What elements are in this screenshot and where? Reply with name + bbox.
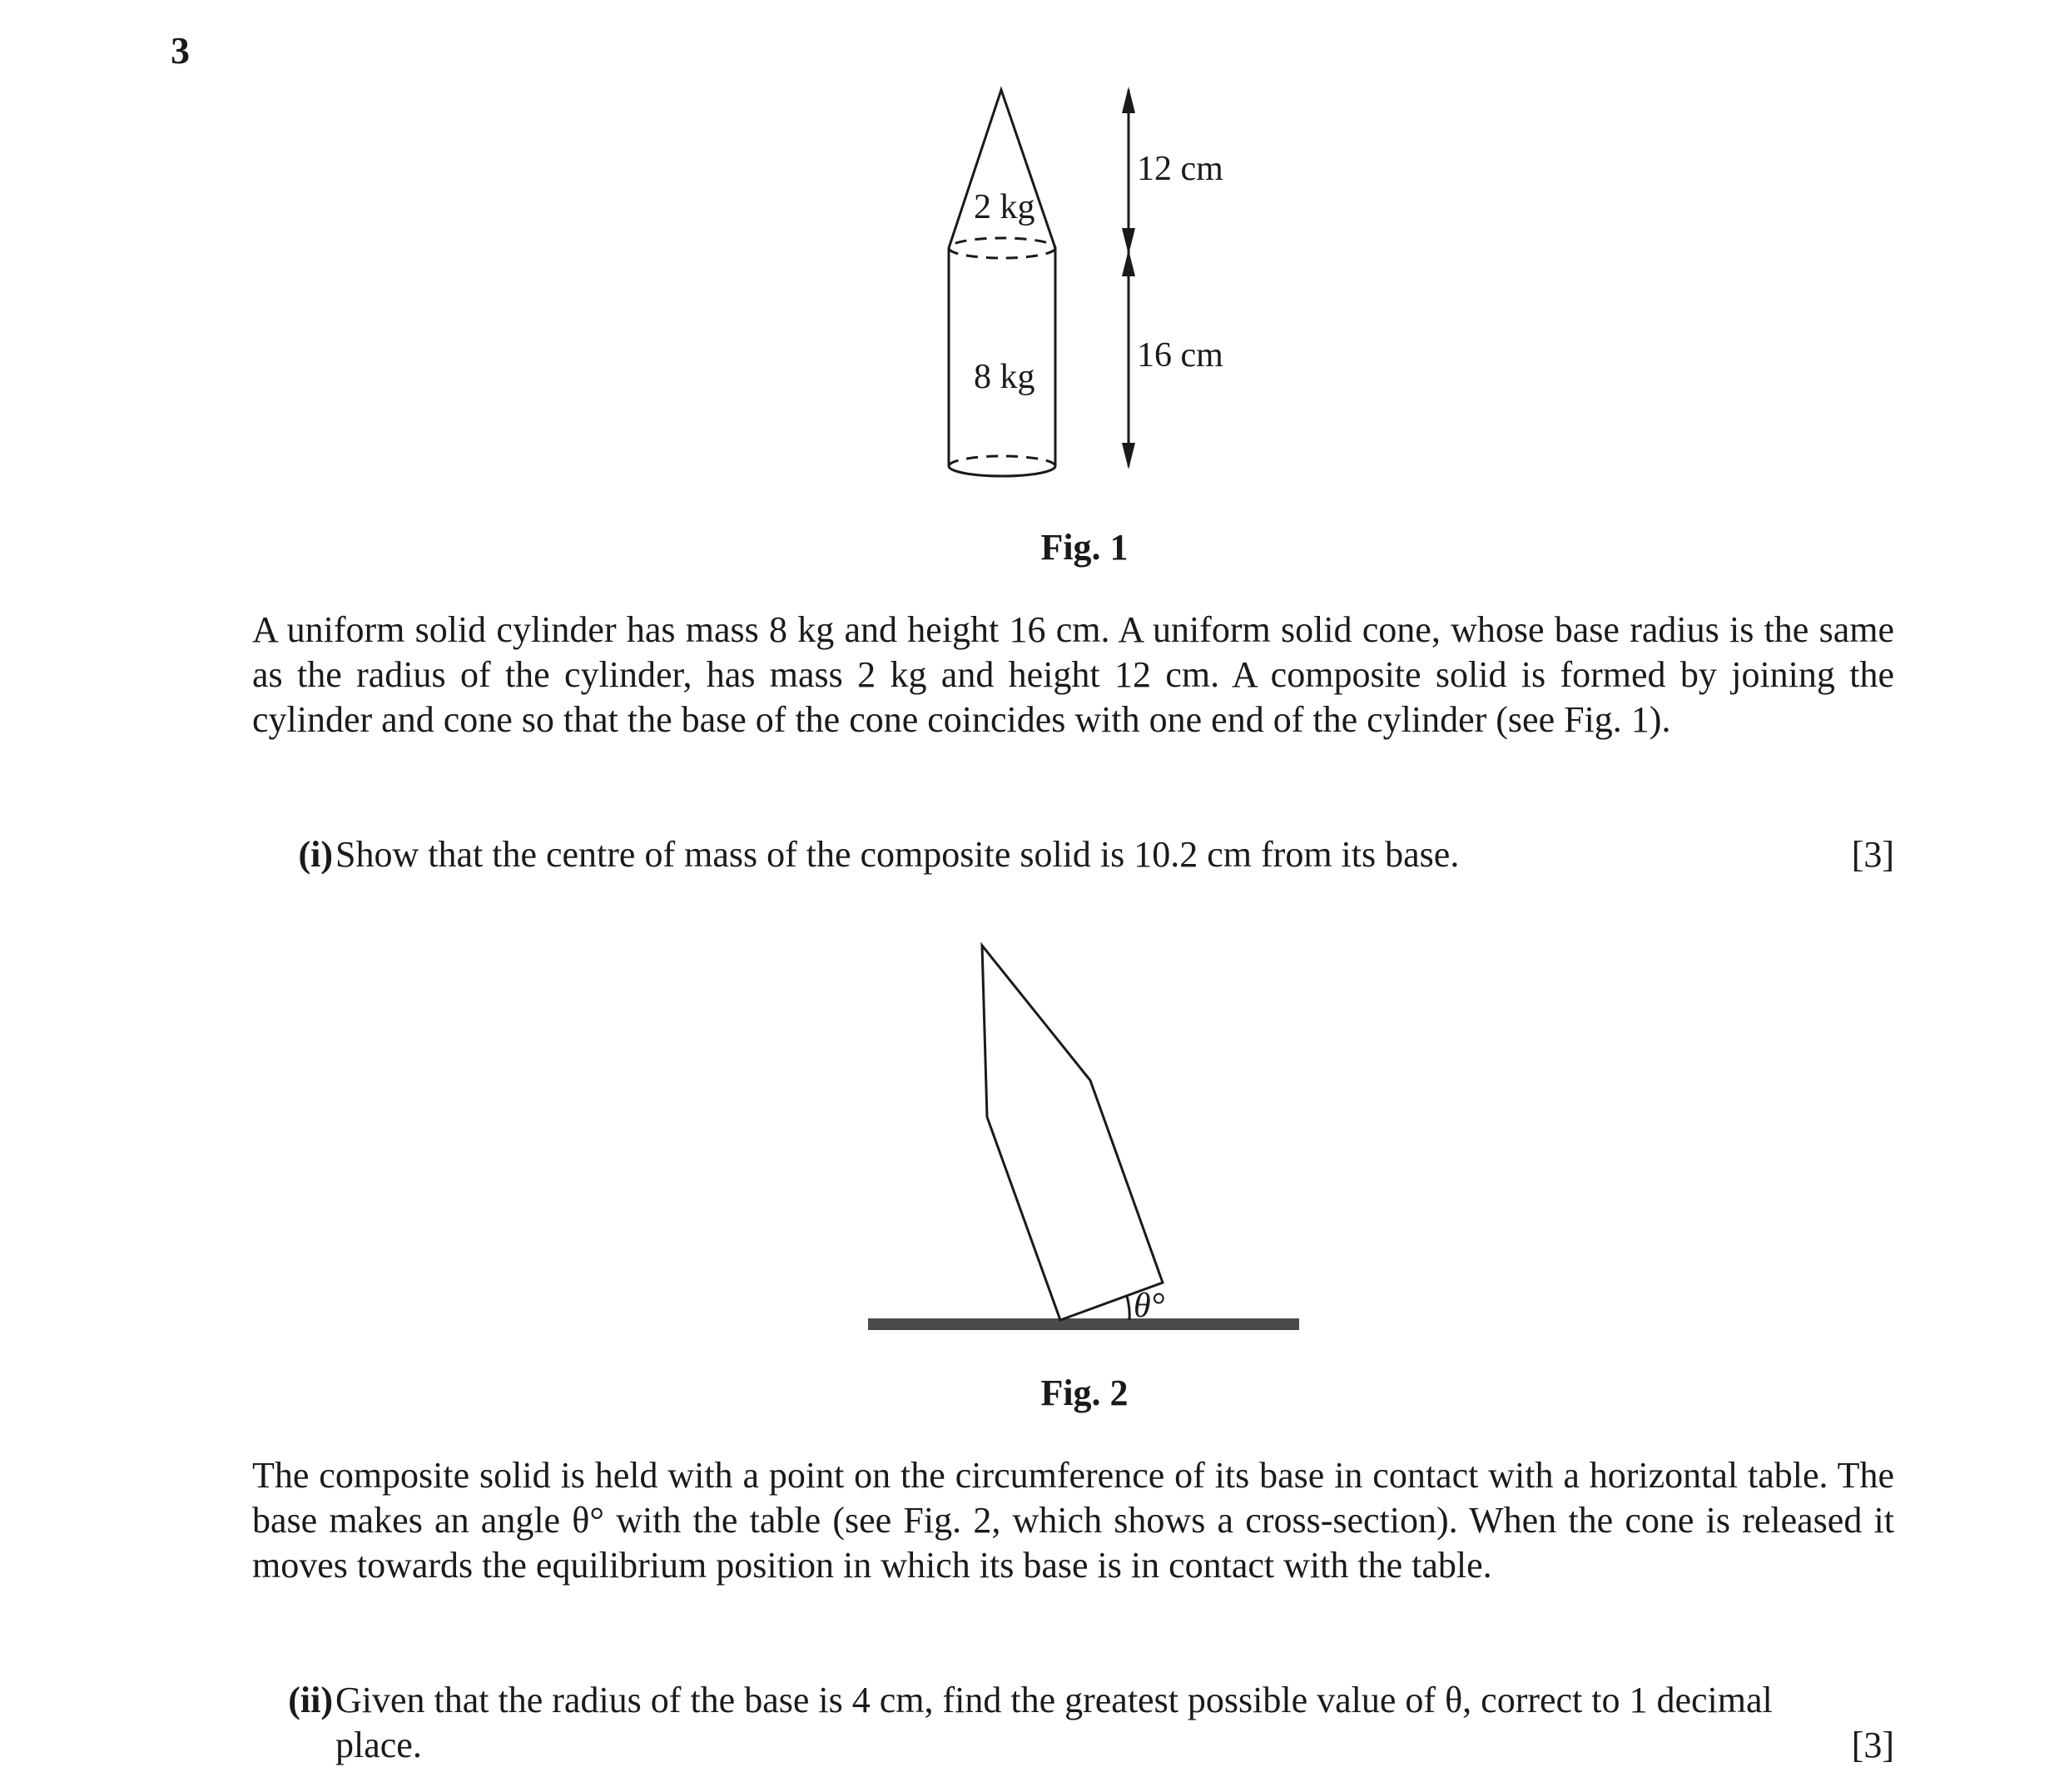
part-i-marks: [3]: [1851, 834, 1894, 875]
cylinder-mass-label: 8 kg: [974, 358, 1035, 396]
part-ii-marks: [3]: [1851, 1725, 1894, 1765]
figure-2-caption: Fig. 2: [1040, 1373, 1129, 1413]
angle-arc: [1127, 1296, 1129, 1320]
cone-mass-label: 2 kg: [974, 188, 1035, 226]
angle-label: θ°: [1134, 1287, 1165, 1325]
part-ii-text-line2: place.: [335, 1725, 422, 1765]
cylinder-bottom-back: [949, 456, 1055, 466]
part-ii: [250, 1678, 1894, 1768]
figure-2-diagram: [0, 916, 2064, 1348]
cone-height-label: 12 cm: [1137, 150, 1223, 188]
part-i-label: (i): [298, 834, 333, 875]
arrow-mid-up: [1122, 250, 1135, 276]
part-i-text: Show that the centre of mass of the composite solid is 10.2 cm from its base.: [335, 834, 1460, 875]
figure-1-diagram: [0, 0, 2064, 516]
cylinder-bottom-front: [949, 466, 1055, 476]
cylinder-height-label: 16 cm: [1137, 336, 1223, 375]
arrow-bottom: [1122, 443, 1135, 469]
figure-1-caption: Fig. 1: [1040, 527, 1129, 568]
cone-base-ellipse: [949, 238, 1055, 258]
arrow-top: [1122, 87, 1135, 113]
part-ii-label: (ii): [288, 1680, 333, 1720]
table-surface: [868, 1318, 1299, 1330]
question-number: 3: [171, 29, 190, 72]
second-paragraph: The composite solid is held with a point on the circumference of its base in contact with a horizontal table. The base makes an angle θ° with the table (see Fig. 2, which shows a cross-section). When the cone is released it moves towards the equilibrium position in which its base is in contact with the table.: [252, 1455, 1894, 1586]
part-ii-text-line1: Given that the radius of the base is 4 cm, find the greatest possible value of θ, correct to 1 decimal: [335, 1680, 1773, 1720]
intro-paragraph: A uniform solid cylinder has mass 8 kg and height 16 cm. A uniform solid cone, whose base radius is the same as the radius of the cylinder, has mass 2 kg and height 12 cm. A composite solid is formed by joining the cylinder and cone so that the base of the cone coincides with one end of the cylinder (see Fig. 1).: [252, 609, 1894, 740]
tilted-solid-outline: [982, 946, 1163, 1320]
